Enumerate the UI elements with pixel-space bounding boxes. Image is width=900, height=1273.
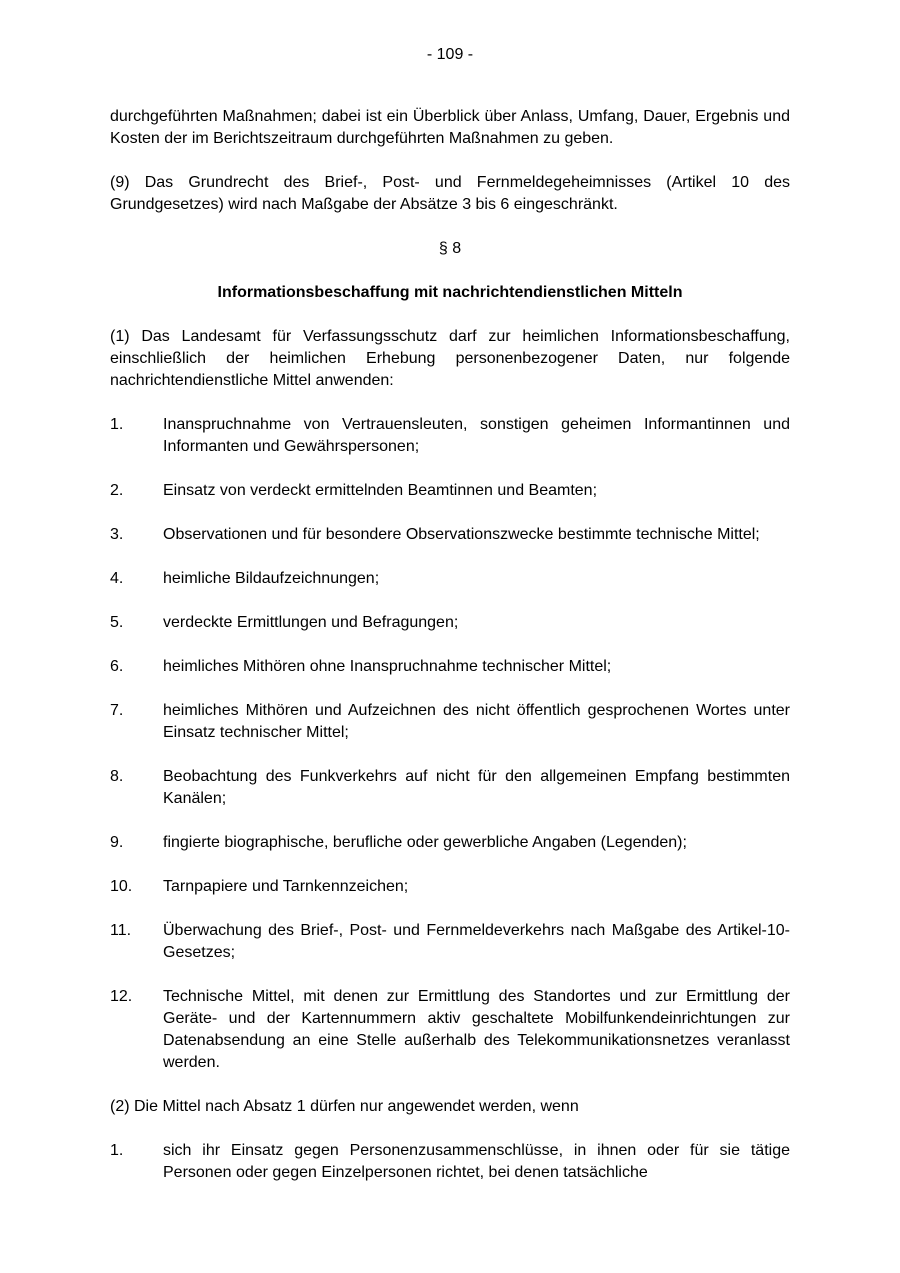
list-item-number: 11.	[110, 922, 132, 939]
list-item-text: Einsatz von verdeckt ermittelnden Beamtinnen und Beamten;	[163, 482, 598, 499]
section-title: Informationsbeschaffung mit nachrichtendienstlichen Mitteln	[217, 284, 683, 301]
list-item-number: 8.	[110, 768, 124, 785]
list-item	[110, 414, 790, 458]
list-item-text: verdeckte Ermittlungen und Befragungen;	[163, 614, 459, 631]
list-item-number: 1.	[110, 416, 124, 433]
list-item	[110, 612, 790, 634]
list-item-number: 1.	[110, 1142, 124, 1159]
paragraph-1: (1) Das Landesamt für Verfassungsschutz darf zur heimlichen Informationsbeschaffung, einschließlich der heimlichen Erhebung personenbezogener Daten, nur folgende nachrichtendienstliche Mittel anwenden:	[110, 328, 790, 389]
paragraph-continuation: durchgeführten Maßnahmen; dabei ist ein Überblick über Anlass, Umfang, Dauer, Ergebnis und Kosten der im Berichtszeitraum durchgeführten Maßnahmen zu geben.	[110, 108, 790, 147]
list-item-text: Technische Mittel, mit denen zur Ermittlung des Standortes und zur Ermittlung der Geräte- und der Kartennummern aktiv geschaltete Mobilfunkendeinrichtungen zur Datenabsendung an eine Stelle außerhalb des Telekommunikationsnetzes veranlasst werden.	[163, 988, 790, 1071]
list-item	[110, 766, 790, 810]
list-item-number: 5.	[110, 614, 124, 631]
list-item-number: 4.	[110, 570, 124, 587]
list-item-text: Tarnpapiere und Tarnkennzeichen;	[163, 878, 409, 895]
list-item-number: 6.	[110, 658, 124, 675]
list-item-text: sich ihr Einsatz gegen Personenzusammenschlüsse, in ihnen oder für sie tätige Personen oder gegen Einzelpersonen richtet, bei denen tatsächliche	[163, 1142, 790, 1181]
list-item-number: 12.	[110, 988, 133, 1005]
paragraph-9: (9) Das Grundrecht des Brief-, Post- und Fernmeldegeheimnisses (Artikel 10 des Grundgesetzes) wird nach Maßgabe der Absätze 3 bis 6 eingeschränkt.	[110, 174, 790, 213]
list-item	[110, 656, 790, 678]
list-item-number: 3.	[110, 526, 124, 543]
list-item-number: 9.	[110, 834, 124, 851]
list-item-number: 7.	[110, 702, 124, 719]
list-item	[110, 568, 790, 590]
list-item	[110, 876, 790, 898]
list-item	[110, 920, 790, 964]
list-item-text: heimliches Mithören und Aufzeichnen des nicht öffentlich gesprochenen Wortes unter Einsatz technischer Mittel;	[163, 702, 790, 741]
list-item-text: fingierte biographische, berufliche oder gewerbliche Angaben (Legenden);	[163, 834, 687, 851]
list-item-text: Inanspruchnahme von Vertrauensleuten, sonstigen geheimen Informantinnen und Informanten und Gewährspersonen;	[163, 416, 790, 455]
section-number: § 8	[438, 240, 462, 257]
list-item	[110, 1140, 790, 1184]
list-item-text: Beobachtung des Funkverkehrs auf nicht für den allgemeinen Empfang bestimmten Kanälen;	[163, 768, 790, 807]
list-item-number: 2.	[110, 482, 124, 499]
list-item-text: heimliches Mithören ohne Inanspruchnahme technischer Mittel;	[163, 658, 612, 675]
list-item-text: heimliche Bildaufzeichnungen;	[163, 570, 380, 587]
list-item	[110, 700, 790, 744]
list-item-number: 10.	[110, 878, 133, 895]
list-item-text: Observationen und für besondere Observationszwecke bestimmte technische Mittel;	[163, 526, 760, 543]
paragraph-2: (2) Die Mittel nach Absatz 1 dürfen nur angewendet werden, wenn	[110, 1098, 579, 1115]
list-item	[110, 832, 790, 854]
list-item	[110, 986, 790, 1074]
list-item-text: Überwachung des Brief-, Post- und Fernmeldeverkehrs nach Maßgabe des Artikel-10-Gesetzes;	[163, 922, 790, 961]
list-item	[110, 524, 790, 546]
list-item	[110, 480, 790, 502]
page-number: - 109 -	[426, 46, 474, 63]
